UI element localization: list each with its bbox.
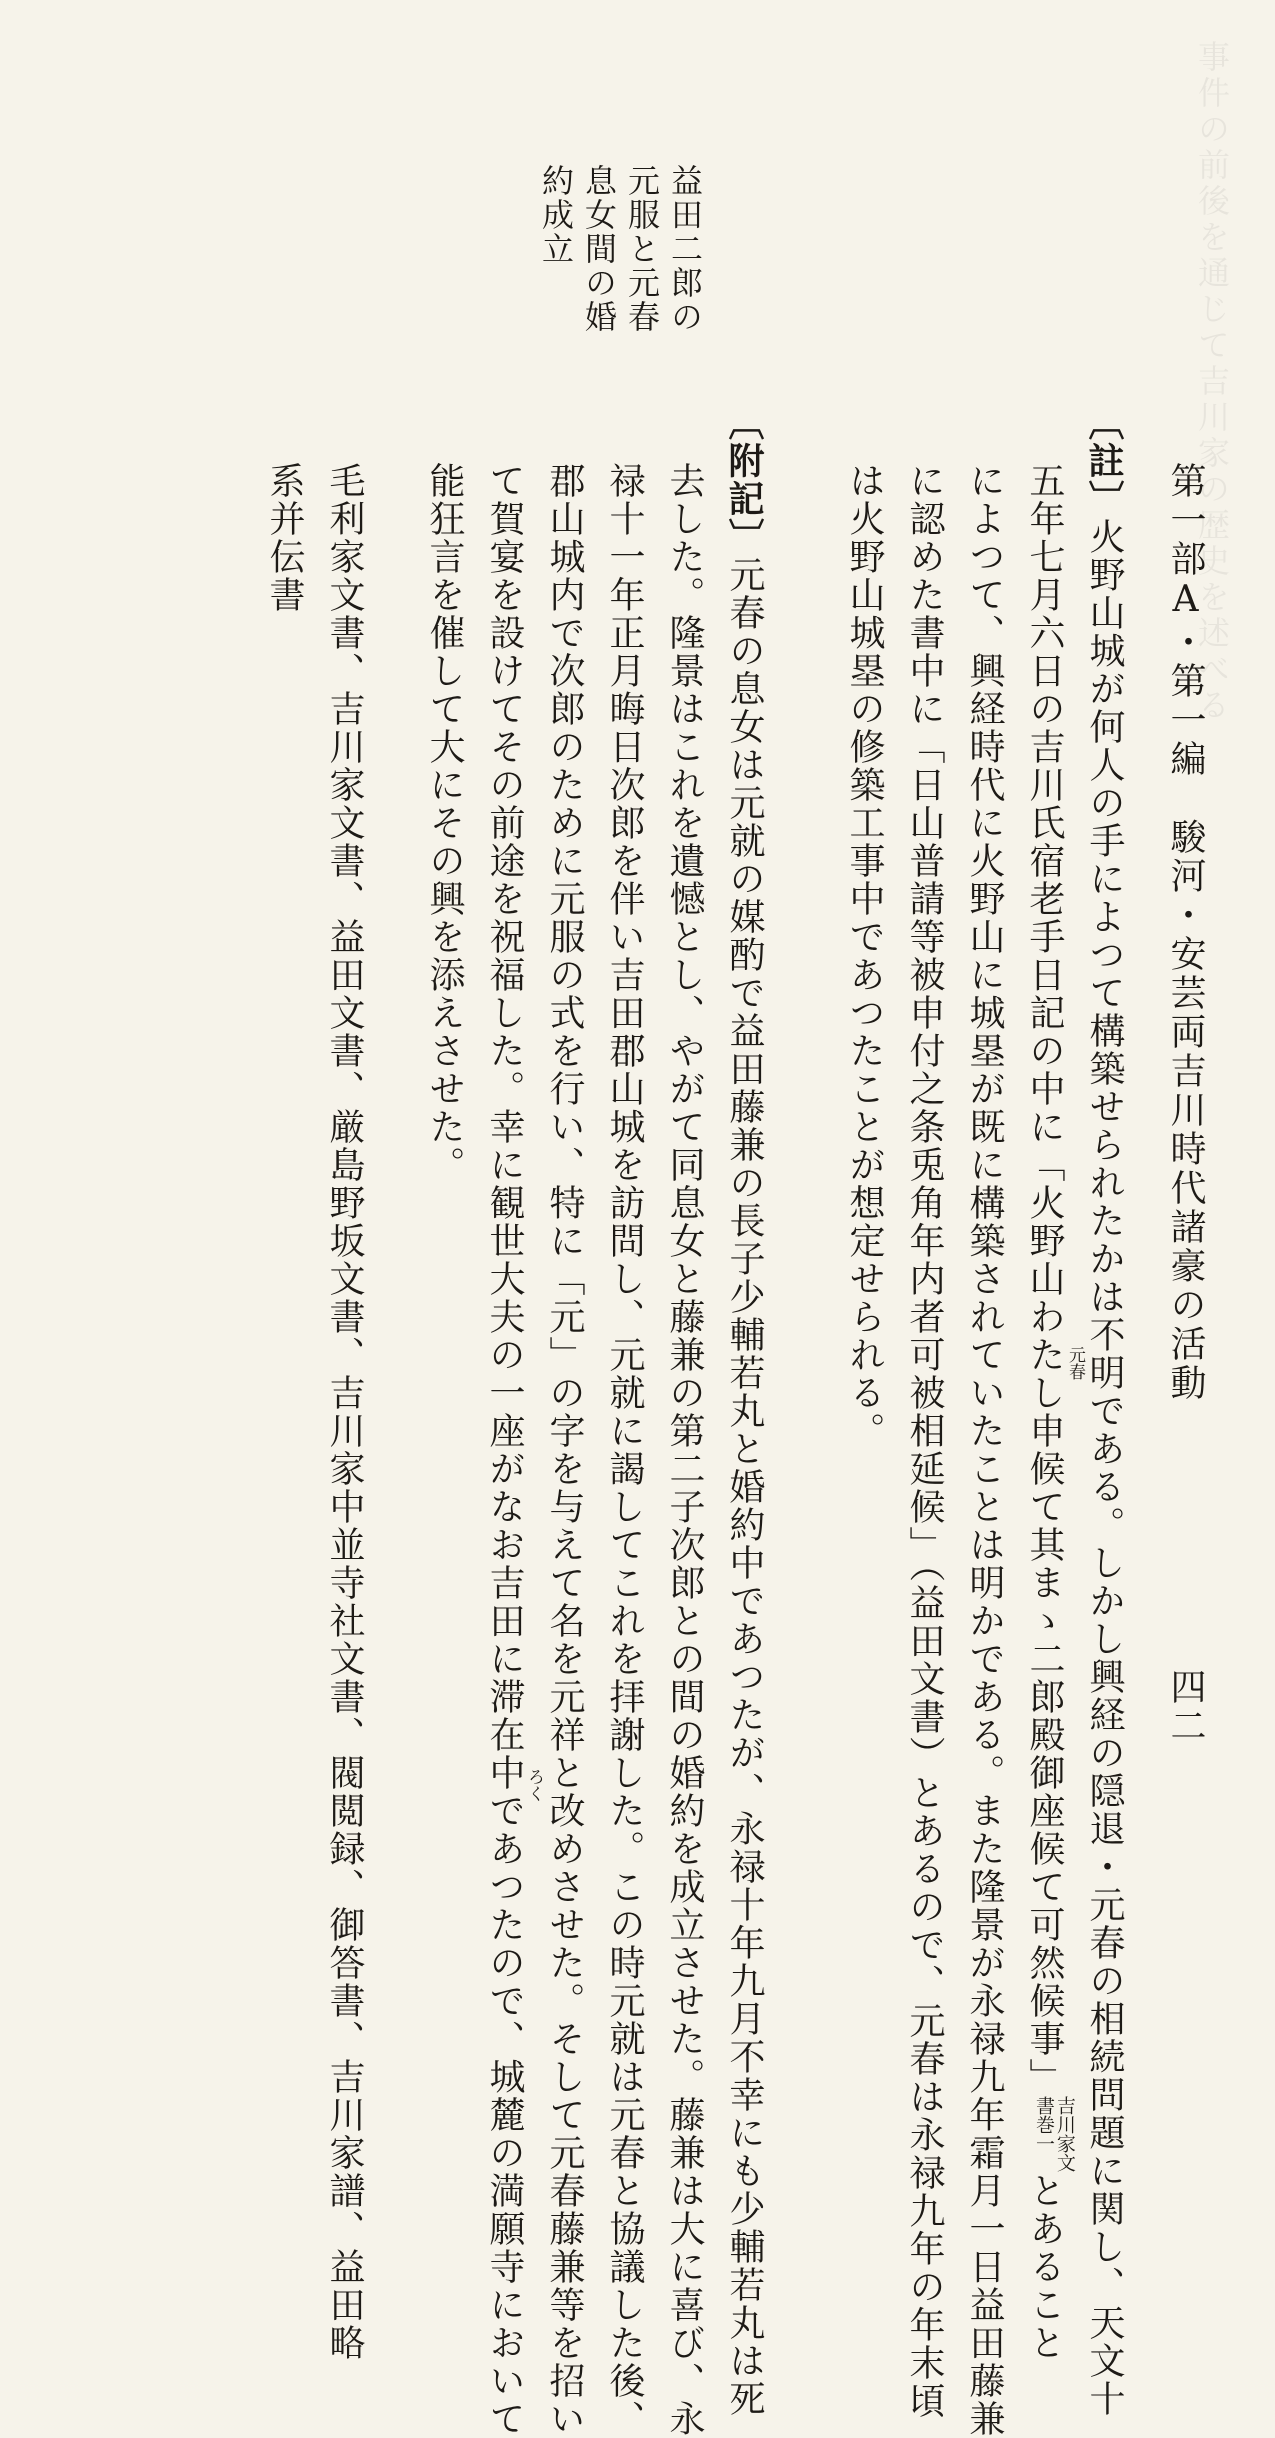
appendix-label: 〔附記〕 <box>723 404 765 556</box>
side-heading-line-4: 約成立 <box>537 164 575 266</box>
note-line-1 <box>1083 404 1125 2418</box>
page-number: 四二 <box>1165 1668 1206 1746</box>
note-line-4: に認めた書中に「日山普請等被申付之条兎角年内者可被相延候」（益田文書）とあるので、元春は永禄九年の年末頃 <box>904 462 945 2420</box>
sources-line-2: 系并伝書 <box>264 462 305 614</box>
note-label: 〔註〕 <box>1083 404 1125 518</box>
ruby-ro-ku: ろく <box>524 1768 544 1802</box>
warichu-line-1: 吉川家文 <box>1053 2096 1076 2172</box>
sources-line-1: 毛利家文書、吉川家文書、益田文書、厳島野坂文書、吉川家中並寺社文書、閥閲録、御答書、吉川家譜、益田略 <box>324 462 365 2362</box>
appendix-line-5: て賀宴を設けてその前途を祝福した。幸に観世大夫の一座がなお吉田に滞在中であつたので、城麓の満願寺において <box>484 462 525 2438</box>
bleed-through: 事件の前後を通じて吉川家の歴史を述べる <box>1193 40 1231 724</box>
running-header-title: 第一部A・第一編 駿河・安芸両吉川時代諸豪の活動 <box>1165 462 1206 1403</box>
side-heading-line-3: 息女間の婚 <box>580 164 618 334</box>
appendix-line-2: 去した。隆景はこれを遺憾とし、やがて同息女と藤兼の第二子次郎との間の婚約を成立させた。藤兼は大に喜び、永 <box>664 462 705 2438</box>
note-line-5: は火野山城塁の修築工事中であつたことが想定せられる。 <box>844 462 885 1450</box>
interlinear-gloss-genshun: 元春 <box>1065 1346 1085 1380</box>
appendix-line-4: 郡山城内で次郎のために元服の式を行い、特に「元」の字を与えて名を元祥と改めさせた。そして元春藤兼等を招い <box>544 462 585 2438</box>
side-heading-line-1: 益田二郎の <box>666 164 704 334</box>
note-line-1-text: 火野山城が何人の手によつて構築せられたかは不明である。しかし興経の隠退・元春の相続問題に関し、天文十 <box>1084 518 1125 2418</box>
appendix-line-1-text: 元春の息女は元就の媒酌で益田藤兼の長子少輔若丸と婚約中であつたが、永禄十年九月不幸にも少輔若丸は死 <box>724 556 765 2418</box>
appendix-line-1 <box>723 404 765 2418</box>
warichu-line-2: 書巻一 <box>1033 2096 1055 2153</box>
appendix-line-3: 禄十一年正月晦日次郎を伴い吉田郡山城を訪問し、元就に謁してこれを拝謝した。この時元就は元春と協議した後、 <box>604 462 645 2438</box>
note-line-2-tail: とあること <box>1024 2172 1065 2362</box>
note-line-3: によつて、興経時代に火野山に城塁が既に構築されていたことは明かである。また隆景が永禄九年霜月一日益田藤兼 <box>964 462 1005 2438</box>
side-heading-line-2: 元服と元春 <box>623 164 661 334</box>
note-line-2 <box>1026 462 1075 2362</box>
note-line-2-text: 五年七月六日の吉川氏宿老手日記の中に「火野山わたし申候て其まゝ二郎殿御座候て可然候事」 <box>1024 462 1065 2096</box>
warichu-note <box>1033 2096 1075 2172</box>
appendix-line-6: 能狂言を催して大にその興を添えさせた。 <box>424 462 465 1184</box>
